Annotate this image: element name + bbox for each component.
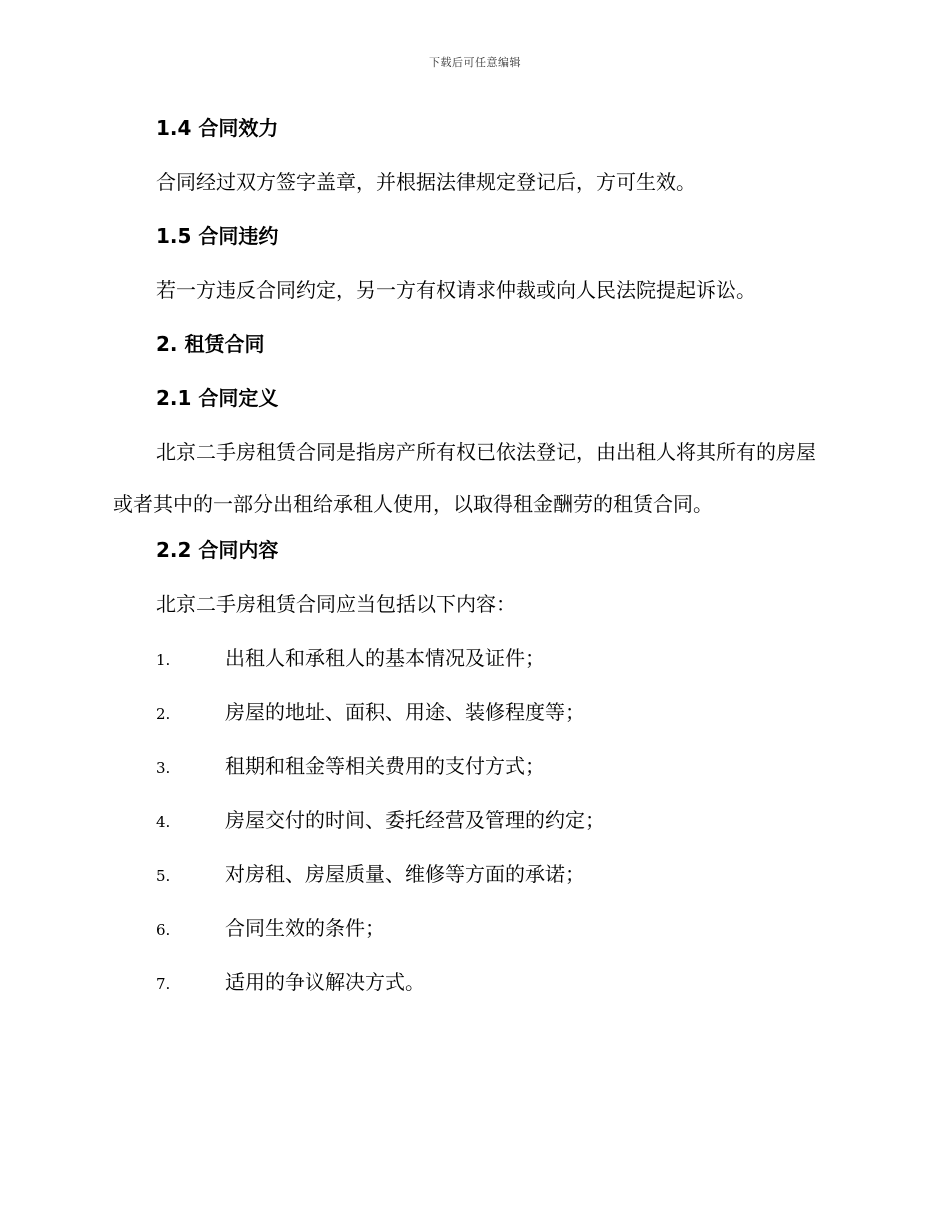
section-text-1-5: 若一方违反合同约定，另一方有权请求仲裁或向人民法院提起诉讼。	[156, 278, 756, 302]
list-item-text: 出租人和承租人的基本情况及证件；	[225, 646, 545, 670]
list-item	[113, 802, 833, 856]
page-header: 下载后可任意编辑	[429, 56, 521, 69]
list-item-number: 6.	[156, 921, 171, 939]
section-heading-2-2: 2.2 合同内容	[156, 538, 279, 562]
list-item-text: 房屋交付的时间、委托经营及管理的约定；	[225, 808, 605, 832]
section-intro-2-2: 北京二手房租赁合同应当包括以下内容：	[156, 592, 516, 616]
list-item-number: 1.	[156, 651, 171, 669]
list-item-number: 2.	[156, 705, 171, 723]
list-item-text: 房屋的地址、面积、用途、装修程度等；	[225, 700, 585, 724]
list-item	[113, 910, 833, 964]
section-heading-1-4: 1.4 合同效力	[156, 116, 279, 140]
section-text-2-1: 北京二手房租赁合同是指房产所有权已依法登记，由出租人将其所有的房屋或者其中的一部分出租给承租人使用，以取得租金酬劳的租赁合同。	[113, 440, 816, 516]
list-item	[113, 640, 833, 694]
list-item	[113, 748, 833, 802]
section-heading-2-1: 2.1 合同定义	[156, 386, 279, 410]
list-item-text: 对房租、房屋质量、维修等方面的承诺；	[225, 862, 585, 886]
section-text-1-4: 合同经过双方签字盖章，并根据法律规定登记后，方可生效。	[156, 170, 696, 194]
list-item-number: 4.	[156, 813, 171, 831]
list-item-text: 租期和租金等相关费用的支付方式；	[225, 754, 545, 778]
section-heading-1-5: 1.5 合同违约	[156, 224, 279, 248]
section-heading-2: 2. 租赁合同	[156, 332, 265, 356]
list-item-number: 5.	[156, 867, 171, 885]
list-item-text: 合同生效的条件；	[225, 916, 385, 940]
document-body	[113, 110, 833, 1018]
content-list	[113, 640, 833, 1018]
list-item-number: 7.	[156, 975, 171, 993]
list-item	[113, 964, 833, 1018]
list-item-number: 3.	[156, 759, 171, 777]
list-item-text: 适用的争议解决方式。	[225, 970, 425, 994]
list-item	[113, 856, 833, 910]
list-item	[113, 694, 833, 748]
